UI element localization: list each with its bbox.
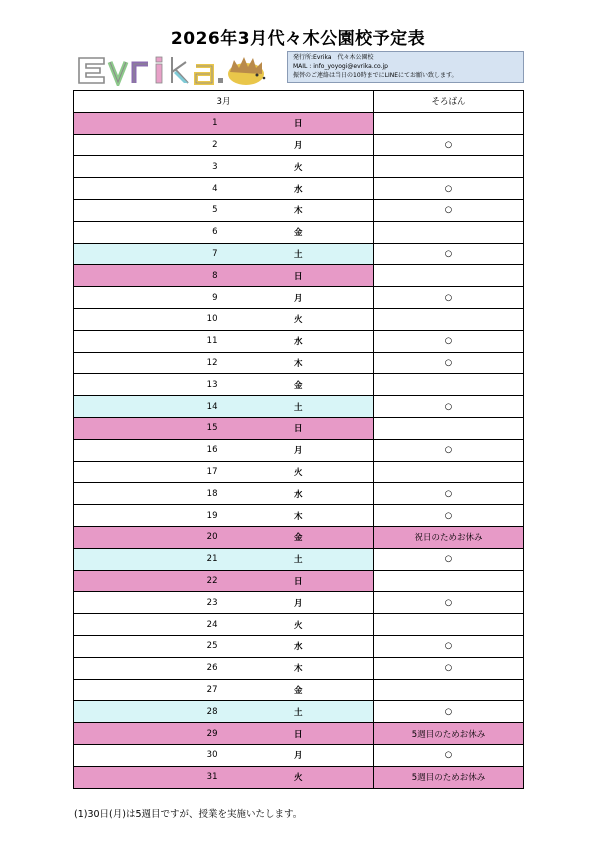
table-row	[74, 592, 524, 614]
table-row	[74, 308, 524, 330]
class-mark-cell: ○	[374, 330, 524, 352]
day-cell: 6	[74, 221, 224, 243]
table-row	[74, 679, 524, 701]
note-cell	[374, 461, 524, 483]
soroban-header: そろばん	[374, 91, 524, 113]
class-mark-cell: ○	[374, 352, 524, 374]
day-cell: 26	[74, 657, 224, 679]
class-mark-cell: ○	[374, 657, 524, 679]
day-cell: 18	[74, 483, 224, 505]
weekday-cell: 金	[224, 526, 374, 548]
day-cell: 2	[74, 134, 224, 156]
contact-box	[287, 51, 524, 83]
table-row	[74, 352, 524, 374]
table-row	[74, 614, 524, 636]
weekday-cell: 日	[224, 570, 374, 592]
day-cell: 3	[74, 156, 224, 178]
schedule-table	[73, 90, 524, 789]
day-cell: 7	[74, 243, 224, 265]
table-row	[74, 287, 524, 309]
table-row	[74, 178, 524, 200]
class-mark-cell: ○	[374, 744, 524, 766]
contact-notice: 振替のご連絡は当日の10時までにLINEにてお願い致します。	[293, 71, 458, 79]
class-mark-cell: ○	[374, 243, 524, 265]
table-row	[74, 483, 524, 505]
table-row	[74, 134, 524, 156]
note-cell	[374, 417, 524, 439]
weekday-cell: 月	[224, 287, 374, 309]
contact-email: MAIL : info_yoyogi@evrika.co.jp	[293, 62, 388, 70]
table-row	[74, 112, 524, 134]
day-cell: 8	[74, 265, 224, 287]
day-cell: 25	[74, 635, 224, 657]
note-cell	[374, 265, 524, 287]
weekday-cell: 木	[224, 657, 374, 679]
class-mark-cell: ○	[374, 199, 524, 221]
day-cell: 16	[74, 439, 224, 461]
day-cell: 4	[74, 178, 224, 200]
weekday-cell: 金	[224, 374, 374, 396]
note-cell	[374, 221, 524, 243]
note-cell: 祝日のためお休み	[374, 526, 524, 548]
weekday-cell: 金	[224, 221, 374, 243]
weekday-cell: 土	[224, 243, 374, 265]
table-row	[74, 156, 524, 178]
table-row	[74, 374, 524, 396]
month-header: 3月	[74, 91, 374, 113]
note-cell: 5週目のためお休み	[374, 766, 524, 788]
table-row	[74, 657, 524, 679]
class-mark-cell: ○	[374, 178, 524, 200]
day-cell: 15	[74, 417, 224, 439]
weekday-cell: 木	[224, 199, 374, 221]
table-row	[74, 396, 524, 418]
day-cell: 14	[74, 396, 224, 418]
table-row	[74, 199, 524, 221]
table-row	[74, 221, 524, 243]
weekday-cell: 土	[224, 396, 374, 418]
table-row	[74, 744, 524, 766]
day-cell: 31	[74, 766, 224, 788]
day-cell: 23	[74, 592, 224, 614]
weekday-cell: 日	[224, 417, 374, 439]
day-cell: 10	[74, 308, 224, 330]
note-cell: 5週目のためお休み	[374, 723, 524, 745]
weekday-cell: 火	[224, 614, 374, 636]
day-cell: 12	[74, 352, 224, 374]
day-cell: 9	[74, 287, 224, 309]
weekday-cell: 水	[224, 330, 374, 352]
day-cell: 17	[74, 461, 224, 483]
table-row	[74, 701, 524, 723]
class-mark-cell: ○	[374, 134, 524, 156]
class-mark-cell: ○	[374, 439, 524, 461]
day-cell: 24	[74, 614, 224, 636]
weekday-cell: 月	[224, 439, 374, 461]
note-cell	[374, 614, 524, 636]
day-cell: 21	[74, 548, 224, 570]
class-mark-cell: ○	[374, 287, 524, 309]
note-cell	[374, 112, 524, 134]
schedule-rows	[74, 112, 524, 788]
table-row	[74, 330, 524, 352]
table-row	[74, 439, 524, 461]
weekday-cell: 日	[224, 112, 374, 134]
day-cell: 19	[74, 505, 224, 527]
table-row	[74, 526, 524, 548]
day-cell: 20	[74, 526, 224, 548]
class-mark-cell: ○	[374, 505, 524, 527]
weekday-cell: 水	[224, 178, 374, 200]
table-row	[74, 570, 524, 592]
table-row	[74, 417, 524, 439]
day-cell: 1	[74, 112, 224, 134]
note-cell	[374, 156, 524, 178]
table-row	[74, 723, 524, 745]
weekday-cell: 火	[224, 461, 374, 483]
weekday-cell: 土	[224, 701, 374, 723]
weekday-cell: 日	[224, 265, 374, 287]
weekday-cell: 火	[224, 156, 374, 178]
weekday-cell: 月	[224, 744, 374, 766]
day-cell: 22	[74, 570, 224, 592]
page-title: 2026年3月代々木公園校予定表	[170, 29, 426, 49]
table-header-row	[74, 91, 524, 113]
table-row	[74, 243, 524, 265]
weekday-cell: 月	[224, 134, 374, 156]
weekday-cell: 水	[224, 635, 374, 657]
table-row	[74, 766, 524, 788]
class-mark-cell: ○	[374, 701, 524, 723]
table-row	[74, 505, 524, 527]
weekday-cell: 金	[224, 679, 374, 701]
weekday-cell: 火	[224, 308, 374, 330]
note-cell	[374, 570, 524, 592]
class-mark-cell: ○	[374, 483, 524, 505]
weekday-cell: 木	[224, 352, 374, 374]
day-cell: 28	[74, 701, 224, 723]
weekday-cell: 木	[224, 505, 374, 527]
class-mark-cell: ○	[374, 635, 524, 657]
class-mark-cell: ○	[374, 592, 524, 614]
weekday-cell: 日	[224, 723, 374, 745]
note-cell	[374, 374, 524, 396]
day-cell: 27	[74, 679, 224, 701]
class-mark-cell: ○	[374, 548, 524, 570]
day-cell: 5	[74, 199, 224, 221]
day-cell: 29	[74, 723, 224, 745]
day-cell: 30	[74, 744, 224, 766]
note-cell	[374, 308, 524, 330]
footnote: (1)30日(月)は5週目ですが、授業を実施いたします。	[74, 809, 303, 820]
note-cell	[374, 679, 524, 701]
day-cell: 11	[74, 330, 224, 352]
weekday-cell: 水	[224, 483, 374, 505]
table-row	[74, 461, 524, 483]
table-row	[74, 635, 524, 657]
table-row	[74, 548, 524, 570]
contact-publisher: 発行所:Evrika 代々木公園校	[293, 54, 374, 61]
weekday-cell: 月	[224, 592, 374, 614]
table-row	[74, 265, 524, 287]
weekday-cell: 土	[224, 548, 374, 570]
day-cell: 13	[74, 374, 224, 396]
weekday-cell: 火	[224, 766, 374, 788]
evrika-logo	[76, 52, 284, 86]
class-mark-cell: ○	[374, 396, 524, 418]
